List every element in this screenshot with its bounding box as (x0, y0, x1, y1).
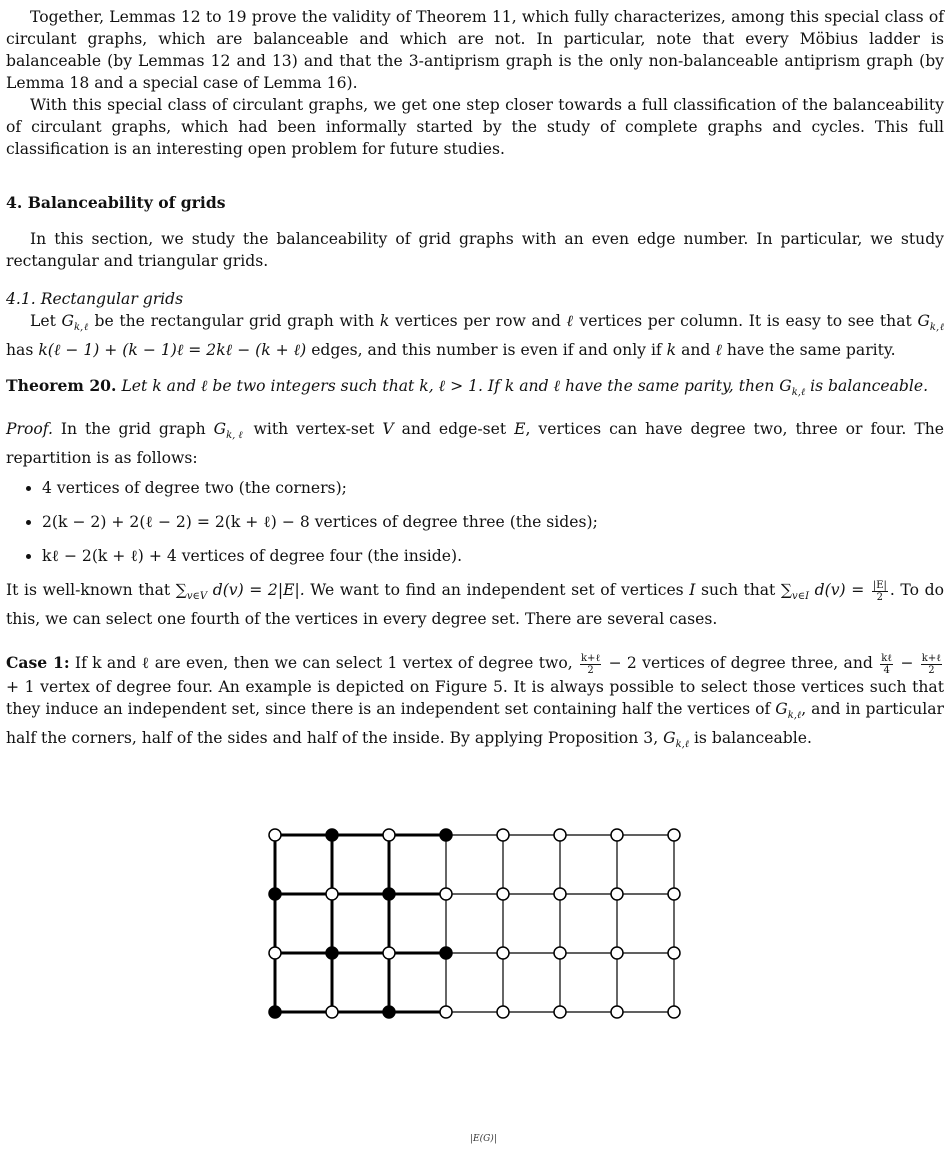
grid-vertex (383, 947, 395, 959)
case-1-paragraph (6, 652, 944, 756)
sum-symbol: ∑ (780, 581, 793, 600)
numerator: k+ℓ (581, 652, 601, 664)
caption-fragment: |E(G)| (470, 1134, 497, 1144)
sum-rest: d(v) = 2|E|. (207, 581, 305, 600)
proof-sum-paragraph (6, 579, 944, 630)
text: . To do this, we can select one fourth of the vertices in every degree set. There are several cases. (6, 581, 944, 629)
paragraph-classification: With this special class of circulant graphs, we get one step closer towards a full classification of the balanceability of circulant graphs, which had been informally started by the study of complete graphs and cycles. This full classification is an interesting open problem for future studies. (6, 96, 944, 158)
grid-vertex (611, 888, 623, 900)
text: and (676, 341, 716, 360)
symbol-e: E (514, 420, 526, 439)
symbol-g: G (213, 420, 227, 439)
denominator: 2 (587, 664, 594, 676)
grid-vertex (611, 829, 623, 841)
text: such that (695, 581, 781, 600)
numerator: k+ℓ (921, 652, 941, 664)
text: − (895, 654, 919, 673)
denominator: 4 (883, 664, 890, 676)
paragraph-rect-grid-def (6, 310, 944, 361)
selected-vertex (383, 888, 395, 900)
degree-list (6, 477, 944, 567)
symbol-g: G (61, 312, 74, 330)
equation-edges: k(ℓ − 1) + (k − 1)ℓ = 2kℓ − (k + ℓ) (38, 341, 307, 360)
grid-vertex (611, 1006, 623, 1018)
symbol-l: ℓ (715, 341, 722, 360)
selected-vertex (269, 888, 281, 900)
text: − 2 vertices of degree three, and (603, 654, 879, 673)
numerator: |E| (872, 579, 887, 591)
list-item: • kℓ − 2(k + ℓ) + 4 vertices of degree four (the inside). (42, 545, 944, 567)
selected-vertex (269, 1006, 281, 1018)
theorem-body-end: is balanceable. (805, 377, 929, 396)
text: edges, and this number is even if and only if (306, 341, 667, 360)
text: , vertices can have degree two, three or four. The repartition is as follows: (6, 420, 944, 468)
grid-vertex (554, 947, 566, 959)
symbol-k: k (666, 341, 677, 360)
subsection-4-1-title: 4.1. Rectangular grids (6, 290, 184, 308)
figure-5-grid (260, 820, 690, 1106)
grid-vertex (668, 947, 680, 959)
grid-vertex (554, 1006, 566, 1018)
theorem-20 (6, 375, 944, 404)
symbol-g-sub: k,ℓ (74, 322, 89, 334)
paragraph-lemmas-summary: Together, Lemmas 12 to 19 prove the validity of Theorem 11, which fully characterizes, among this special class of circulant graphs, which are balanceable and which are not. In particular, note that every Möbius ladder is balanceable (by Lemmas 12 and 13) and that the 3-antiprism graph is the only non-balanceable antiprism graph (by Lemma 18 and a special case of Lemma 16). (6, 8, 944, 92)
symbol-g-sub: k,ℓ (787, 710, 802, 722)
fraction (921, 653, 942, 676)
grid-vertex (440, 1006, 452, 1018)
grid-vertex (668, 888, 680, 900)
grid-vertex (497, 947, 509, 959)
fraction (880, 653, 893, 676)
grid-vertex (497, 1006, 509, 1018)
grid-graph-svg (260, 820, 690, 1100)
selected-vertex (440, 947, 452, 959)
denominator: 2 (928, 664, 935, 676)
symbol-g: G (917, 312, 930, 330)
grid-vertex (326, 1006, 338, 1018)
grid-vertex (269, 829, 281, 841)
text: vertices per column. It is easy to see that (573, 312, 918, 330)
sum-sub: v∈V (186, 591, 208, 603)
symbol-g: G (779, 377, 792, 396)
grid-vertex (269, 947, 281, 959)
grid-vertex (554, 829, 566, 841)
proof-heading: Proof. (6, 420, 53, 439)
sum-symbol: ∑ (175, 581, 187, 600)
symbol-g: G (663, 729, 676, 748)
symbol-g: G (775, 699, 788, 718)
text: If k and ℓ are even, then we can select 1 vertex of degree two, (69, 654, 578, 673)
grid-vertex (440, 888, 452, 900)
text: , and in particular half the corners, half of the sides and half of the inside. By applying Proposition 3, (6, 699, 944, 748)
symbol-g-sub: k,ℓ (226, 430, 246, 442)
symbol-i: I (689, 581, 696, 600)
proof-intro (6, 418, 944, 469)
grid-vertex (668, 829, 680, 841)
text: have the same parity. (721, 341, 896, 360)
grid-vertex (554, 888, 566, 900)
grid-vertex (497, 888, 509, 900)
theorem-heading: Theorem 20. (6, 376, 117, 396)
list-item: • 2(k − 2) + 2(ℓ − 2) = 2(k + ℓ) − 8 vertices of degree three (the sides); (42, 511, 944, 533)
sum-sub: v∈I (792, 591, 810, 603)
symbol-g-sub: k,ℓ (929, 322, 945, 334)
sum-rest: d(v) = (809, 581, 870, 600)
grid-vertex (497, 829, 509, 841)
case-heading: Case 1: (6, 653, 70, 673)
text: + 1 vertex of degree four. An example is depicted on Figure 5. It is always possible to select those vertices such that they induce an independent set, since there is an independent set containing half the vertices of (6, 677, 944, 718)
symbol-k: k (379, 312, 390, 330)
grid-vertex (383, 829, 395, 841)
selected-vertex (326, 947, 338, 959)
denominator: 2 (876, 591, 884, 603)
text: is balanceable. (688, 729, 812, 748)
text: has (6, 341, 39, 360)
selected-vertex (440, 829, 452, 841)
text: We want to find an independent set of vertices (304, 581, 690, 600)
grid-vertex (611, 947, 623, 959)
grid-vertex (668, 1006, 680, 1018)
text: In the grid graph (52, 420, 214, 439)
symbol-g-sub: k,ℓ (791, 387, 806, 399)
text: Let (30, 312, 62, 330)
symbol-v: V (382, 420, 394, 439)
text: and edge-set (393, 420, 515, 439)
fraction (580, 653, 601, 676)
section-4-title: 4. Balanceability of grids (6, 193, 226, 212)
theorem-body: Let k and ℓ be two integers such that k, ℓ > 1. If k and ℓ have the same parity, then (121, 377, 780, 396)
grid-vertex (326, 888, 338, 900)
selected-vertex (383, 1006, 395, 1018)
symbol-g-sub: k,ℓ (675, 739, 689, 751)
fraction-half-edges (872, 580, 888, 603)
text: be the rectangular grid graph with (88, 312, 380, 330)
symbol-l: ℓ (566, 312, 574, 330)
text: vertices per row and (389, 312, 567, 330)
selected-vertex (326, 829, 338, 841)
text: It is well-known that (6, 581, 176, 600)
section-4-intro: In this section, we study the balanceability of grid graphs with an even edge number. In particular, we study rectangular and triangular grids. (6, 230, 944, 270)
paper-page (6, 0, 944, 756)
text: with vertex-set (245, 420, 383, 439)
numerator: kℓ (881, 652, 893, 664)
list-item: • 4 vertices of degree two (the corners); (42, 477, 944, 499)
